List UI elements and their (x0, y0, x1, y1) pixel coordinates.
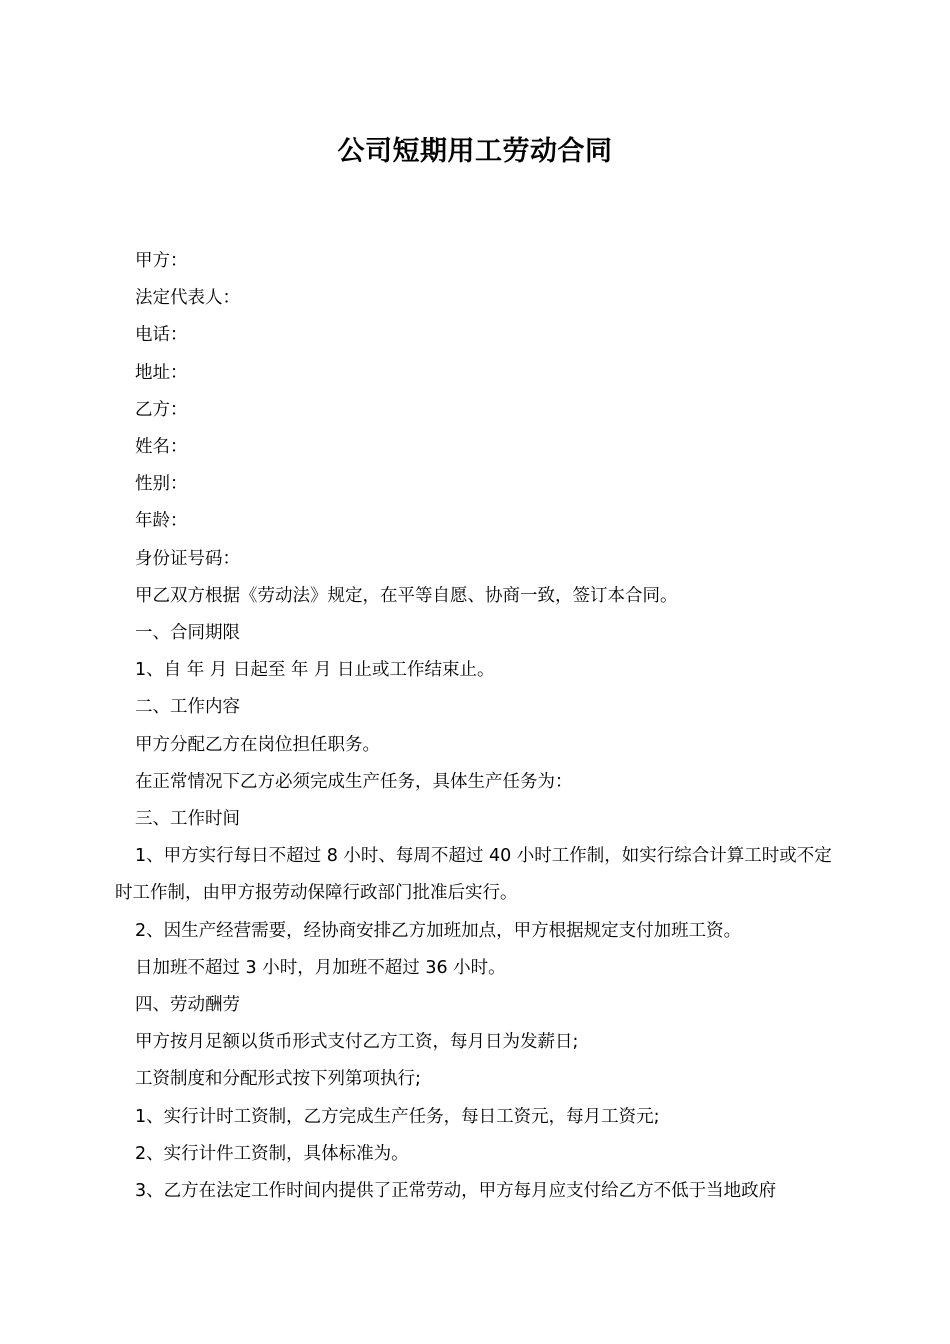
paragraph: 在正常情况下乙方必须完成生产任务，具体生产任务为： (135, 771, 573, 792)
paragraph: 四、劳动酬劳 (135, 995, 240, 1016)
paragraph: 二、工作内容 (135, 697, 240, 718)
paragraph: 甲方按月足额以货币形式支付乙方工资，每月日为发薪日; (135, 1032, 579, 1053)
paragraph: 1、甲方实行每日不超过 8 小时、每周不超过 40 小时工作制，如实行综合计算工时或不定时工作制，由甲方报劳动保障行政部门批准后实行。 (115, 846, 832, 904)
paragraph: 3、乙方在法定工作时间内提供了正常劳动，甲方每月应支付给乙方不低于当地政府 (135, 1181, 777, 1202)
paragraph: 2、实行计件工资制，具体标准为。 (135, 1143, 409, 1164)
paragraph: 甲乙双方根据《劳动法》规定，在平等自愿、协商一致，签订本合同。 (135, 585, 678, 606)
paragraph: 乙方： (135, 399, 188, 420)
paragraph: 法定代表人： (135, 288, 240, 309)
paragraph: 1、自 年 月 日起至 年 月 日止或工作结束止。 (135, 660, 495, 681)
paragraph: 1、实行计时工资制，乙方完成生产任务，每日工资元，每月工资元; (135, 1106, 660, 1127)
paragraph: 2、因生产经营需要，经协商安排乙方加班加点，甲方根据规定支付加班工资。 (135, 920, 742, 941)
paragraph: 甲方： (135, 251, 188, 271)
paragraph: 姓名： (135, 437, 188, 458)
document-title: 公司短期用工劳动合同 (337, 136, 613, 167)
paragraph: 性别： (135, 474, 188, 495)
paragraph: 地址： (135, 362, 188, 383)
paragraph: 三、工作时间 (135, 809, 240, 830)
paragraph: 甲方分配乙方在岗位担任职务。 (135, 734, 380, 755)
paragraph: 一、合同期限 (135, 623, 240, 644)
paragraph: 年龄： (135, 511, 188, 532)
document-body (115, 243, 837, 1210)
paragraph: 日加班不超过 3 小时，月加班不超过 36 小时。 (135, 957, 506, 978)
paragraph: 工资制度和分配形式按下列第项执行; (135, 1069, 421, 1090)
paragraph: 身份证号码： (135, 548, 240, 569)
paragraph: 电话： (135, 325, 188, 346)
